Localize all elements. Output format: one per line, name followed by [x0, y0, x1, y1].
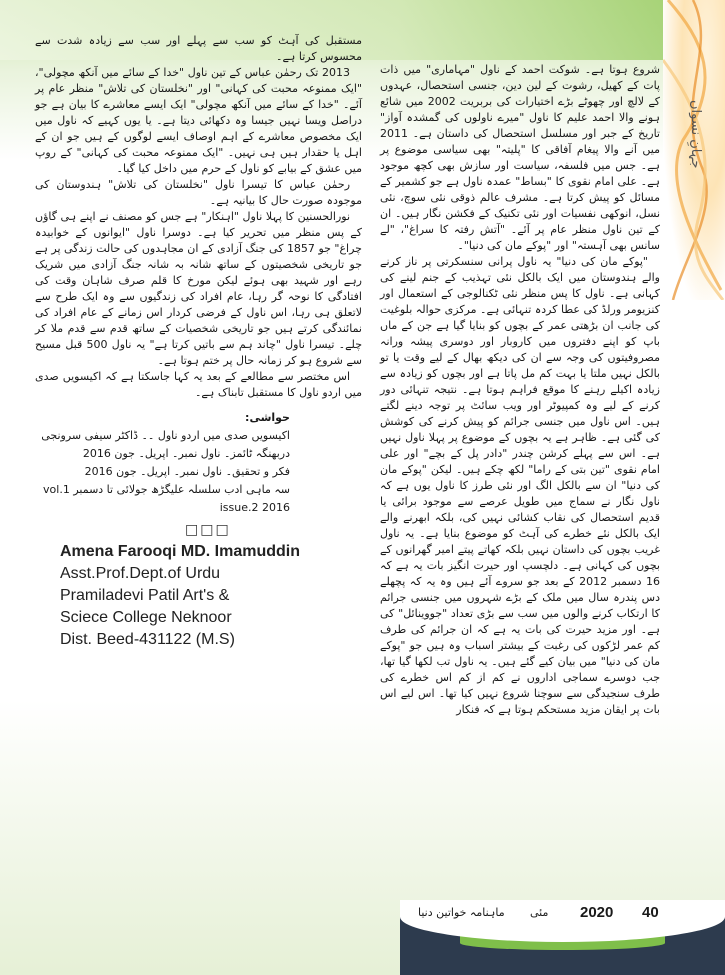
author-block	[35, 541, 362, 651]
paragraph: "پوکے مان کی دنیا" یہ ناول پرانی سنسکرتی پر ناز کرنے والے ہندوستان میں ایک بالکل نئی تہذیب کے جنم لینے کی کہانی ہے۔ ناول کا پس منظر نئی ٹکنالوجی کے استعمال اور کنزیومر ورلڈ کی عطا کردہ تنہائی ہے۔ مرکزی حوالہ بلوغیت کی جانب ان بڑھتی عمر کے بچوں کو بنایا گیا ہے جن کے ماں باپ کو اپنے دفتروں میں کاروبار اور دوسری پیشہ ورانہ مصروفیتوں کی وجہ سے ان کی دیکھ بھال کے لیے وقت یا تو بالکل نہیں ملتا یا بہت کم مل پاتا ہے اور بچوں کو زیادہ سے زیادہ اکیلے رہنے کا موقع فراہم ہوتا ہے۔ نتیجہ تنہائی دور کرنے کے لیے وہ کمپیوٹر اور ویب سائٹ پر توجہ دینے لگتے ہیں۔ اس ناول میں جنسی جرائم کو پیش کرنے کی کوشش کی گئی ہے۔ ظاہر ہے یہ بچوں کے موضوع پر پہلا ناول نہیں ہے۔ اس سے پہلے کرشن چندر "دادر پل کے بچے" اور علی امام نقوی "تین بتی کے راما" لکھ چکے ہیں۔ لیکن "پوکے مان کی دنیا" ان سے بالکل الگ اور نئی طرز کا ناول یوں ہے کہ ناول نگار نے سماج میں طویل عرصے سے موجود برائی یا قدیم استحصال کی نقاب کشائی نہیں کی، بلکہ ابھرنے والے ایک بالکل نئے خطرے کی آہٹ کو موضوع بنایا ہے۔ یہ ناول غریب بچوں کی داستان نہیں بلکہ کھاتے پیتے امیر گھرانوں کے بچوں کی کہانی ہے۔ دلچسپ اور حیرت انگیز بات یہ ہے کہ 16 دسمبر 2012 کے بعد جو سروے آئے ہیں وہ یہ کہ پچھلے دس پندرہ سال میں ملک کے بڑے شہروں میں جنسی جرائم کا ارتکاب کرنے والوں میں سب سے بڑی تعداد "جووینائل" کی ہے۔ اور مزید حیرت کی بات یہ ہے کہ ان جرائم کی طرف کم عمر لڑکوں کی رغبت کے بیشتر اسباب وہ ہیں جو "پوکے مان کی دنیا" میں بیان کیے گئے ہیں۔ یہ ناول تب لکھا گیا تھا، جب دوسرے سماجی اداروں نے کم از کم اس خطرے کی طرف سنجیدگی سے سوچنا شروع نہیں کیا تھا۔ اس لیے اس بات پر ایقان مزید مستحکم ہوتا ہے کہ فنکار	[380, 255, 660, 716]
issue-year: 2020	[580, 904, 614, 921]
author-name: Amena Farooqi MD. Imamuddin	[60, 543, 301, 560]
reference-item: دربھنگہ ٹائمز۔ ناول نمبر۔ اپریل۔ جون 2016	[82, 447, 290, 460]
right-column	[380, 62, 660, 718]
author-affiliation: Dist. Beed-431122 (M.S)	[60, 631, 235, 648]
reference-item: فکر و تحقیق۔ ناول نمبر۔ اپریل۔ جون 2016	[84, 465, 290, 478]
paragraph: مستقبل کی آہٹ کو سب سے پہلے اور سب سے زیادہ شدت سے محسوس کرتا ہے۔	[35, 34, 362, 63]
paragraph: نورالحسنین کا پہلا ناول "اہنکار" ہے جس کو مصنف نے اپنے ہی گاؤں کے پس منظر میں تحریر کیا ہے۔ دوسرا ناول "ایوانوں کے خوابیدہ چراغ" جو 1857 کی جنگ آزادی کے ان مجاہدوں کی حالت زندگی پر ہے جو تاریخی شخصیتوں کے ساتھ شانہ بہ شانہ جنگ آزادی میں شریک رہے اور شہید بھی ہوئے لیکن مورخ کا قلم صرف شاہان وقت کی افتادگی کا نوحہ گر رہا، عام افراد کی زندگیوں سے وہ ایک طرح سے لاتعلق ہی رہا، اس ناول کے فرضی کردار اس زمانے کے عام افراد کی نمائندگی کرتے ہیں جو تاریخی شخصیات کے ساتھ قدم سے قدم ملا کر چلے۔ تیسرا ناول "چاند ہم سے باتیں کرتا ہے" یہ ناول 500 قبل مسیح سے شروع ہو کر زمانہ حال پر ختم ہوتا ہے۔	[35, 210, 363, 367]
paragraph: شروع ہوتا ہے۔ شوکت احمد کے ناول "مہاماری" میں ذات پات کے کھیل، رشوت کے لین دین، جنسی استحصال، عہدوں کے لالچ اور چھوٹے بڑے اختیارات کی بربریت 2002 میں شائع ہونے والا احمد علیم کا ناول "میرے ناولوں کی گمشدہ آواز" تاریخ کے جبر اور مسلسل استحصال کی داستان ہے۔ 2011 میں آنے والا پیغام آفاقی کا "پلیتہ" بھی سیاسی موضوع پر ہے۔ جس میں فلسفہ، سیاست اور سازش بھی کچھ موجود ہے۔ علی امام نقوی کا "بساط" عمدہ ناول ہے جو کشمیر کے مسائل کو پیش کرتا ہے۔ مشرف عالم ذوقی نئی سوچ، نئی نسل، انوکھی نفسیات اور نئی تکنیک کے فکشن نگار ہیں۔ ان کے تین ناول منظر عام پر آئے۔ "آتش رفتہ کا سراغ"، "لے سانس بھی آہستہ" اور "پوکے مان کی دنیا"۔	[380, 63, 661, 252]
issue-month: مئی	[530, 906, 549, 919]
author-affiliation: Sciece College Neknoor	[60, 609, 232, 626]
author-affiliation: Asst.Prof.Dept.of Urdu	[60, 565, 221, 582]
paragraph: اس مختصر سے مطالعے کے بعد یہ کہا جاسکتا ہے کہ اکیسویں صدی میں اردو ناول کا مستقبل تابناک ہے۔	[35, 370, 362, 399]
paragraph: 2013 تک رحمٰن عباس کے تین ناول "خدا کے سائے میں آنکھ مچولی"، "ایک ممنوعہ محبت کی کہانی" اور "نخلستان کی تلاش" منظر عام پر آئے۔ "خدا کے سائے میں آنکھ مچولی" ایک ایسے معاشرے کا بیان ہے جو دراصل ویسا نہیں جیسا وہ دکھائی دیتا ہے۔ یا یوں کہیے کہ ناول میں ایک مخصوص معاشرے کے اہم اوصاف ایسے لوگوں کے ہیں جو ان کے اہل یا حقدار ہیں ہی نہیں۔ "ایک ممنوعہ محبت کی کہانی" کے روپ میں عشق کے بیابے کو ناول کے حرم میں داخل کیا گیا۔	[35, 66, 362, 175]
references	[35, 409, 290, 517]
page-footer	[400, 900, 725, 975]
magazine-name: ماہنامہ خواتین دنیا	[418, 906, 505, 919]
references-heading: حواشی:	[245, 411, 290, 424]
left-column	[35, 33, 362, 651]
paragraph: رحمٰن عباس کا تیسرا ناول "نخلستان کی تلاش" ہندوستان کی موجودہ صورت حال کا بیانیہ ہے۔	[35, 178, 362, 207]
reference-item: اکیسویں صدی میں اردو ناول ۔۔ ڈاکٹر سیفی سرونجی	[41, 429, 290, 442]
page-number: 40	[642, 904, 659, 921]
end-mark: □□□	[185, 522, 231, 538]
author-affiliation: Pramiladevi Patil Art's &	[60, 587, 230, 604]
reference-item: سہ ماہی ادب سلسلہ علیگڑھ جولائی تا دسمبر vol.1 issue.2 2016	[43, 483, 290, 514]
section-label: جہانِ نسواں	[688, 100, 703, 169]
